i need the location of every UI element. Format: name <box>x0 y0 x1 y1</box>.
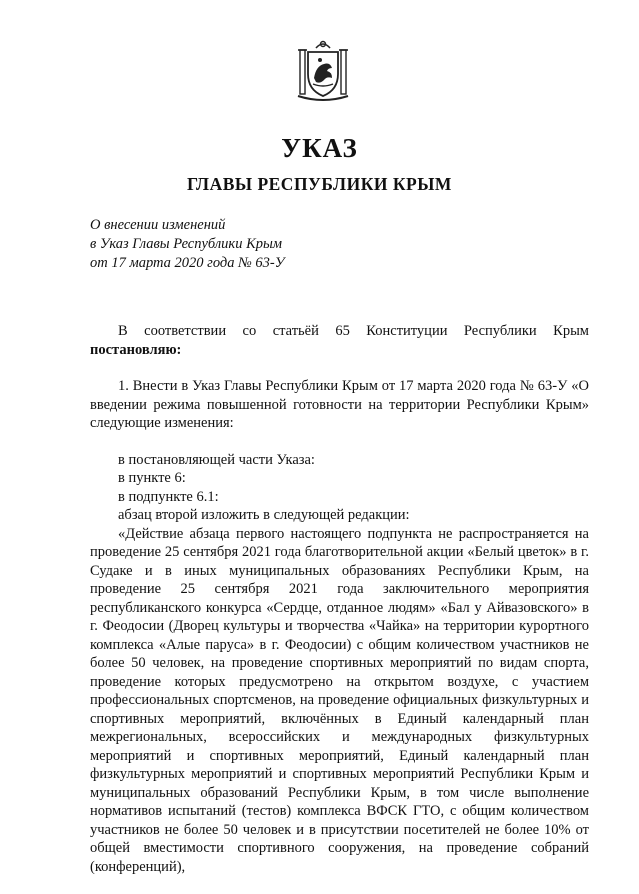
document-title: УКАЗ <box>281 133 358 163</box>
document-body <box>90 322 589 876</box>
coat-of-arms-icon <box>294 38 352 104</box>
subject-line: от 17 марта 2020 года № 63-У <box>90 255 285 271</box>
subject-block <box>90 216 285 273</box>
decree-word: постановляю: <box>90 341 182 358</box>
subject-line: О внесении изменений <box>90 217 226 233</box>
instruction-line: в подпункте 6.1: <box>118 488 219 505</box>
instruction-line: в постановляющей части Указа: <box>118 451 315 468</box>
instruction-line: абзац второй изложить в следующей редакции: <box>118 507 410 523</box>
quoted-paragraph: «Действие абзаца первого настоящего подпункта не распространяется на проведение 25 сентября 2021 года благотворительной акции «Белый цветок» в г. Судаке и в иных муниципальных образованиях Республики Крым, на проведение 25 сентября 2021 года заключительного мероприятия республиканского конкурса «Сердце, отданное людям» «Бал у Айвазовского» в г. Феодосии (Дворец культуры и творчества «Чайка» на территории курортного комплекса «Алые паруса» в г. Феодосии) с общим количеством участников не более 50 человек, на проведение спортивных мероприятий по видам спорта, проведение которых предусмотрено на открытом воздухе, с участием профессиональных спортсменов, на проведение официальных физкультурных и спортивных мероприятий, включённых в Единый календарный план межрегиональных, всероссийских и международных физкультурных мероприятий и спортивных мероприятий, Единый календарный план физкультурных мероприятий и спортивных мероприятий Республики Крым и муниципальных образований Республики Крым, в том числе выполнение нормативов испытаний (тестов) комплекса ВФСК ГТО, с общим количеством участников не более 50 человек и в присутствии посетителей не более 10% от общей вместимости спортивного сооружения, на проведение собраний (конференций), <box>90 525 589 875</box>
instruction-line: в пункте 6: <box>118 470 186 486</box>
preamble: В соответствии со статьёй 65 Конституции Республики Крым <box>118 323 589 339</box>
subject-line: в Указ Главы Республики Крым <box>90 236 283 252</box>
document-subtitle: ГЛАВЫ РЕСПУБЛИКИ КРЫМ <box>187 174 452 194</box>
item-1: 1. Внести в Указ Главы Республики Крым от 17 марта 2020 года № 63-У «О введении режима повышенной готовности на территории Республики Крым» следующие изменения: <box>90 378 589 431</box>
